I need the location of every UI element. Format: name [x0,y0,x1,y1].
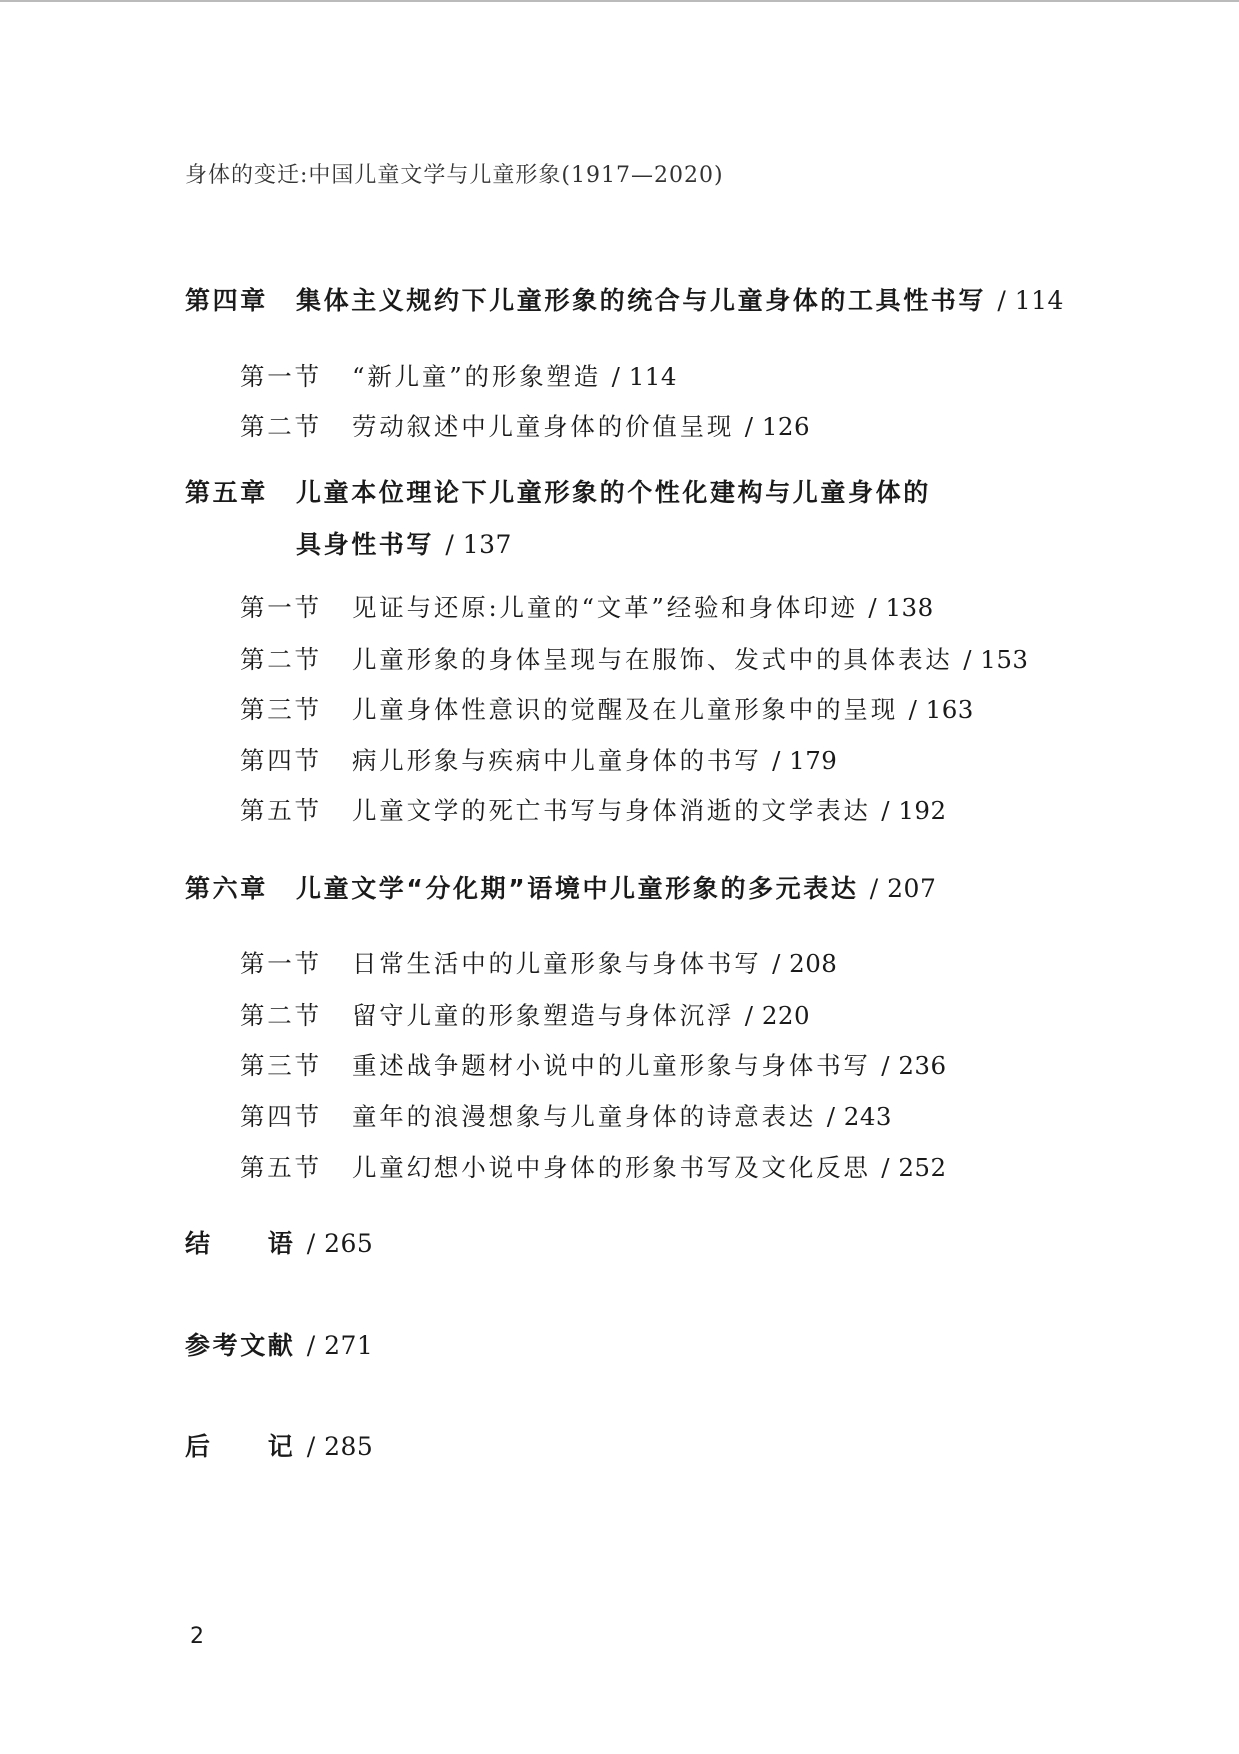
section-label: 第二节 [240,1001,322,1030]
page-ref: / 138 [868,593,934,622]
toc-section [240,1102,892,1132]
toc-section [240,593,934,623]
toc-section [240,1153,947,1183]
page-number: 2 [190,1624,204,1649]
toc-section [240,362,677,392]
toc-section [240,695,974,725]
section-title: 儿童幻想小说中身体的形象书写及文化反思 [352,1153,871,1182]
page-ref: / 285 [306,1432,374,1461]
chapter-label: 第五章 [185,478,268,507]
chapter-label: 后 记 [185,1432,296,1461]
page-ref: / 126 [744,412,811,441]
toc-section [240,949,837,979]
section-title: 童年的浪漫想象与儿童身体的诗意表达 [352,1102,817,1131]
page-ref: / 179 [772,746,838,775]
chapter-title: 具身性书写 [296,530,435,559]
page-ref: / 271 [306,1331,374,1360]
toc-chapter-6 [185,874,936,904]
section-title: 留守儿童的形象塑造与身体沉浮 [352,1001,735,1030]
chapter-title: 儿童文学“分化期”语境中儿童形象的多元表达 [296,874,859,903]
toc-chapter-5-continued [296,530,512,560]
toc-section [240,412,810,442]
section-label: 第三节 [240,695,322,724]
section-label: 第四节 [240,746,322,775]
page-ref: / 163 [908,695,974,724]
section-title: 劳动叙述中儿童身体的价值呈现 [352,412,735,441]
toc-chapter-4 [185,286,1064,316]
page-ref: / 137 [445,530,512,559]
page-ref: / 265 [306,1229,374,1258]
toc-section [240,1051,947,1081]
toc-section [240,796,947,826]
chapter-label: 参考文献 [185,1331,296,1360]
toc-references [185,1331,373,1361]
page-ref: / 252 [881,1153,947,1182]
section-title: “新儿童”的形象塑造 [352,362,602,391]
chapter-label: 结 语 [185,1229,296,1258]
section-title: 儿童形象的身体呈现与在服饰、发式中的具体表达 [352,645,953,674]
page-ref: / 153 [963,645,1029,674]
section-label: 第五节 [240,796,322,825]
toc-section [240,746,837,776]
page-ref: / 236 [881,1051,947,1080]
section-label: 第一节 [240,949,322,978]
section-label: 第二节 [240,412,322,441]
section-title: 病儿形象与疾病中儿童身体的书写 [352,746,762,775]
section-label: 第四节 [240,1102,322,1131]
section-title: 日常生活中的儿童形象与身体书写 [352,949,762,978]
toc-afterword [185,1432,373,1462]
section-label: 第二节 [240,645,322,674]
page-ref: / 114 [611,362,677,391]
page-ref: / 208 [772,949,838,978]
section-title: 重述战争题材小说中的儿童形象与身体书写 [352,1051,871,1080]
section-title: 儿童身体性意识的觉醒及在儿童形象中的呈现 [352,695,898,724]
page-ref: / 207 [869,874,937,903]
chapter-label: 第六章 [185,874,268,903]
toc-chapter-5 [185,478,931,508]
page-edge [0,0,1239,2]
section-label: 第三节 [240,1051,322,1080]
toc-section [240,645,1029,675]
section-label: 第一节 [240,593,322,622]
page-ref: / 192 [881,796,947,825]
section-label: 第一节 [240,362,322,391]
chapter-title: 集体主义规约下儿童形象的统合与儿童身体的工具性书写 [296,286,987,315]
chapter-title: 儿童本位理论下儿童形象的个性化建构与儿童身体的 [296,478,931,507]
page-ref: / 220 [744,1001,811,1030]
running-header: 身体的变迁:中国儿童文学与儿童形象(1917—2020) [185,163,724,188]
toc-conclusion [185,1229,373,1259]
section-label: 第五节 [240,1153,322,1182]
chapter-label: 第四章 [185,286,268,315]
page-ref: / 114 [997,286,1064,315]
toc-section [240,1001,810,1031]
page-ref: / 243 [826,1102,893,1131]
section-title: 见证与还原:儿童的“文革”经验和身体印迹 [352,593,858,622]
section-title: 儿童文学的死亡书写与身体消逝的文学表达 [352,796,871,825]
